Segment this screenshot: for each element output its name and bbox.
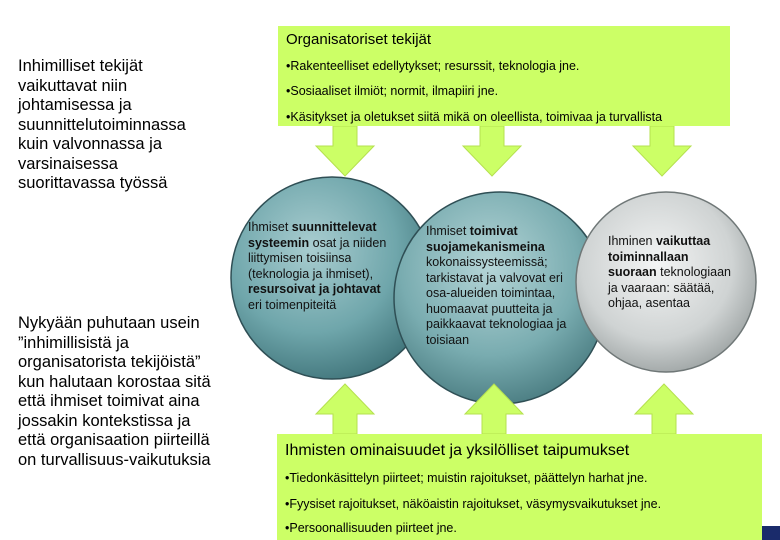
organizational-factors-panel: [278, 26, 730, 126]
left-context-text: Nykyään puhutaan usein ”inhimillisistä ja organisatorista tekijöistä” kun halutaan korostaa sitä että ihmiset toimivat aina jossakin kontekstissa ja että organisaation piirteillä on turvallisuus-vaikutuksia: [18, 314, 211, 469]
circle-planning-segment-1: suunnittelevat systeemin: [248, 220, 377, 250]
circle-planning-segment-0: Ihmiset: [248, 220, 292, 234]
circle-operating-segment-2: kokonaissysteemissä; tarkistavat ja valvovat eri osa-alueiden toimintaa, huomaavat puutteita ja paikkaavat teknologiaa ja toisiaan: [426, 255, 567, 347]
human-bullet-physical: •Fyysiset rajoitukset, näköaistin rajoitukset, väsymysvaikutukset jne.: [285, 497, 662, 511]
arrow-up-1: [316, 384, 374, 434]
circle-operating-text: [426, 224, 572, 348]
human-bullet-cognition: •Tiedonkäsittelyn piirteet; muistin rajoitukset, päättelyn harhat jne.: [285, 471, 648, 485]
human-characteristics-panel: [277, 434, 762, 540]
organizational-bullet-beliefs: •Käsitykset ja oletukset siitä mikä on oleellista, toimivaa ja turvallista: [286, 110, 663, 124]
circle-planning-segment-4: eri toimenpiteitä: [248, 297, 337, 312]
circle-planning-segment-3: resursoivat ja johtavat: [248, 282, 381, 296]
circle-planning-segment-2: osat ja niiden liittymisen toisiinsa (teknologia ja ihmiset),: [248, 235, 387, 281]
arrow-down-1: [316, 126, 374, 176]
human-bullet-personality: •Persoonallisuuden piirteet jne.: [285, 521, 457, 535]
circle-operating-segment-0: Ihmiset: [426, 224, 470, 238]
circle-operating-segment-1: toimivat suojamekanismeina: [426, 224, 545, 254]
circle-planning-text: [248, 220, 398, 313]
corner-decoration: [762, 526, 780, 540]
organizational-factors-title: Organisatoriset tekijät: [286, 31, 432, 48]
left-intro-text: Inhimilliset tekijät vaikuttavat niin johtamisessa ja suunnittelutoiminnassa kuin valvonnassa ja varsinaisessa suorittavassa työssä: [18, 57, 186, 192]
circle-direct-text: [608, 234, 740, 312]
organizational-bullet-structural: •Rakenteelliset edellytykset; resurssit, teknologia jne.: [286, 59, 580, 73]
circle-direct-segment-2: teknologiaan ja vaaraan: säätää, ohjaa, asentaa: [608, 265, 732, 310]
circle-direct-segment-1: vaikuttaa toiminnallaan suoraan: [608, 234, 711, 279]
arrow-down-2: [463, 126, 521, 176]
arrow-down-3: [633, 126, 691, 176]
human-characteristics-title: Ihmisten ominaisuudet ja yksilölliset taipumukset: [285, 442, 630, 459]
organizational-bullet-social: •Sosiaaliset ilmiöt; normit, ilmapiiri jne.: [286, 84, 499, 98]
arrow-up-3: [635, 384, 693, 434]
circle-direct-segment-0: Ihminen: [608, 234, 656, 248]
